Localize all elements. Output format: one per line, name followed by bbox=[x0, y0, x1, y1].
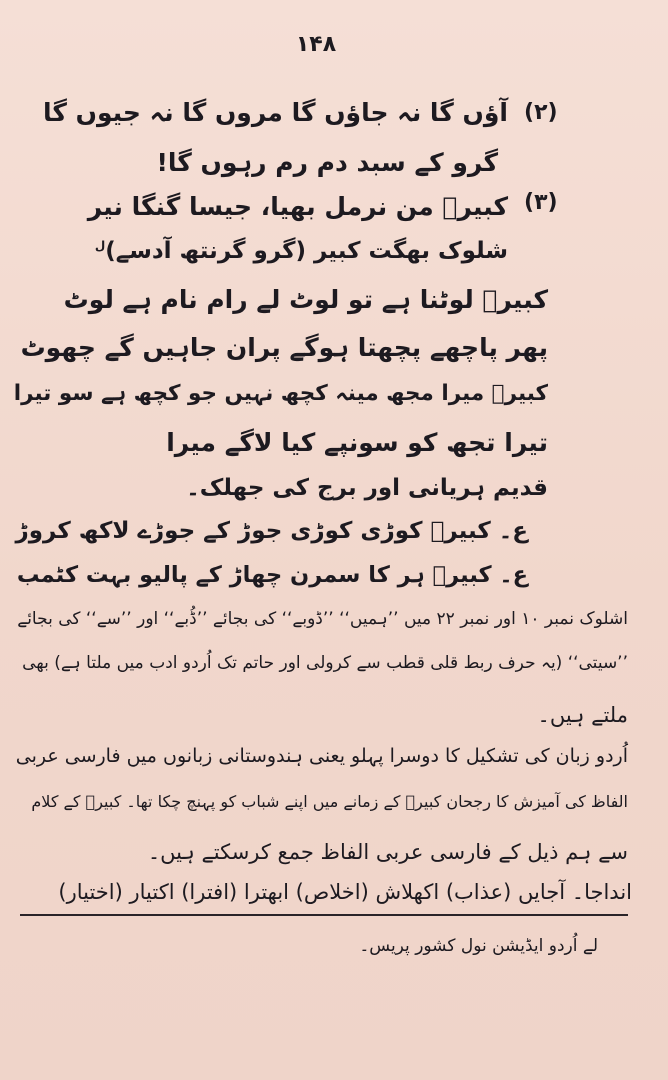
shloka-heading-text: شلوک بھگت کبیر (گرو گرنتھ آدسے) bbox=[105, 238, 508, 264]
paragraph-line: ملتے ہیں۔ bbox=[537, 703, 628, 727]
word-list: انداجا۔ آجایں (عذاب) اکھلاش (اخلاص) ابھترا (افترا) اکتیار (اختیار) bbox=[58, 880, 632, 904]
couplet-number: (۲) bbox=[524, 100, 558, 125]
paragraph-line: سے ہم ذیل کے فارسی عربی الفاظ جمع کرسکتے ہیں۔ bbox=[147, 840, 628, 864]
shloka-heading bbox=[95, 238, 508, 264]
page-number: ۱۴۸ bbox=[295, 32, 337, 57]
verse-line: آؤں گا نہ جاؤں گا مروں گا نہ جیوں گا bbox=[43, 98, 508, 127]
footnote-marker: ل bbox=[94, 238, 106, 253]
shloka-line: تیرا تجھ کو سونپے کیا لاگے میرا bbox=[166, 428, 548, 457]
footnote: لے اُردو ایڈیشن نول کشور پریس۔ bbox=[359, 936, 598, 956]
example-line: ع۔ کبیرؔ کوڑی کوڑی جوڑ کے جوڑے لاکھ کروڑ bbox=[15, 518, 528, 544]
shloka-line: کبیرؔ لوٹنا ہے تو لوٹ لے رام نام ہے لوٹ bbox=[63, 285, 548, 314]
footnote-rule bbox=[20, 914, 628, 916]
example-line: ع۔ کبیرؔ ہر کا سمرن چھاڑ کے پالیو بہت کٹمب bbox=[16, 562, 528, 588]
shloka-line: کبیرؔ میرا مجھ مینہ کچھ نہیں جو کچھ ہے سو تیرا bbox=[13, 381, 548, 406]
paragraph-line: ’’سیتی‘‘ (یہ حرف ربط قلی قطب سے کرولی اور حاتم تک اُردو ادب میں ملتا ہے) بھی bbox=[22, 653, 628, 673]
couplet-number: (۳) bbox=[524, 190, 558, 215]
paragraph-line: الفاظ کی آمیزش کا رجحان کبیرؔ کے زمانے میں اپنے شباب کو پہنچ چکا تھا۔ کبیرؔ کے کلام bbox=[31, 792, 628, 811]
section-heading: قدیم ہریانی اور برج کی جھلک۔ bbox=[186, 475, 548, 501]
verse-line: گرو کے سبد دم رم رہوں گا! bbox=[156, 148, 498, 177]
shloka-line: پھر پاچھے پچھتا ہوگے پران جاہیں گے چھوٹ bbox=[20, 333, 548, 362]
paragraph-line: اُردو زبان کی تشکیل کا دوسرا پہلو یعنی ہندوستانی زبانوں میں فارسی عربی bbox=[15, 745, 628, 767]
verse-line: کبیرؔ من نرمل بھیا، جیسا گنگا نیر bbox=[87, 192, 508, 221]
paragraph-line: اشلوک نمبر ۱۰ اور نمبر ۲۲ میں ’’ہمیں‘‘ ’’ڈوبے‘‘ کی بجائے ’’ڈُبے‘‘ اور ’’سے‘‘ کی بجائے bbox=[17, 609, 628, 629]
